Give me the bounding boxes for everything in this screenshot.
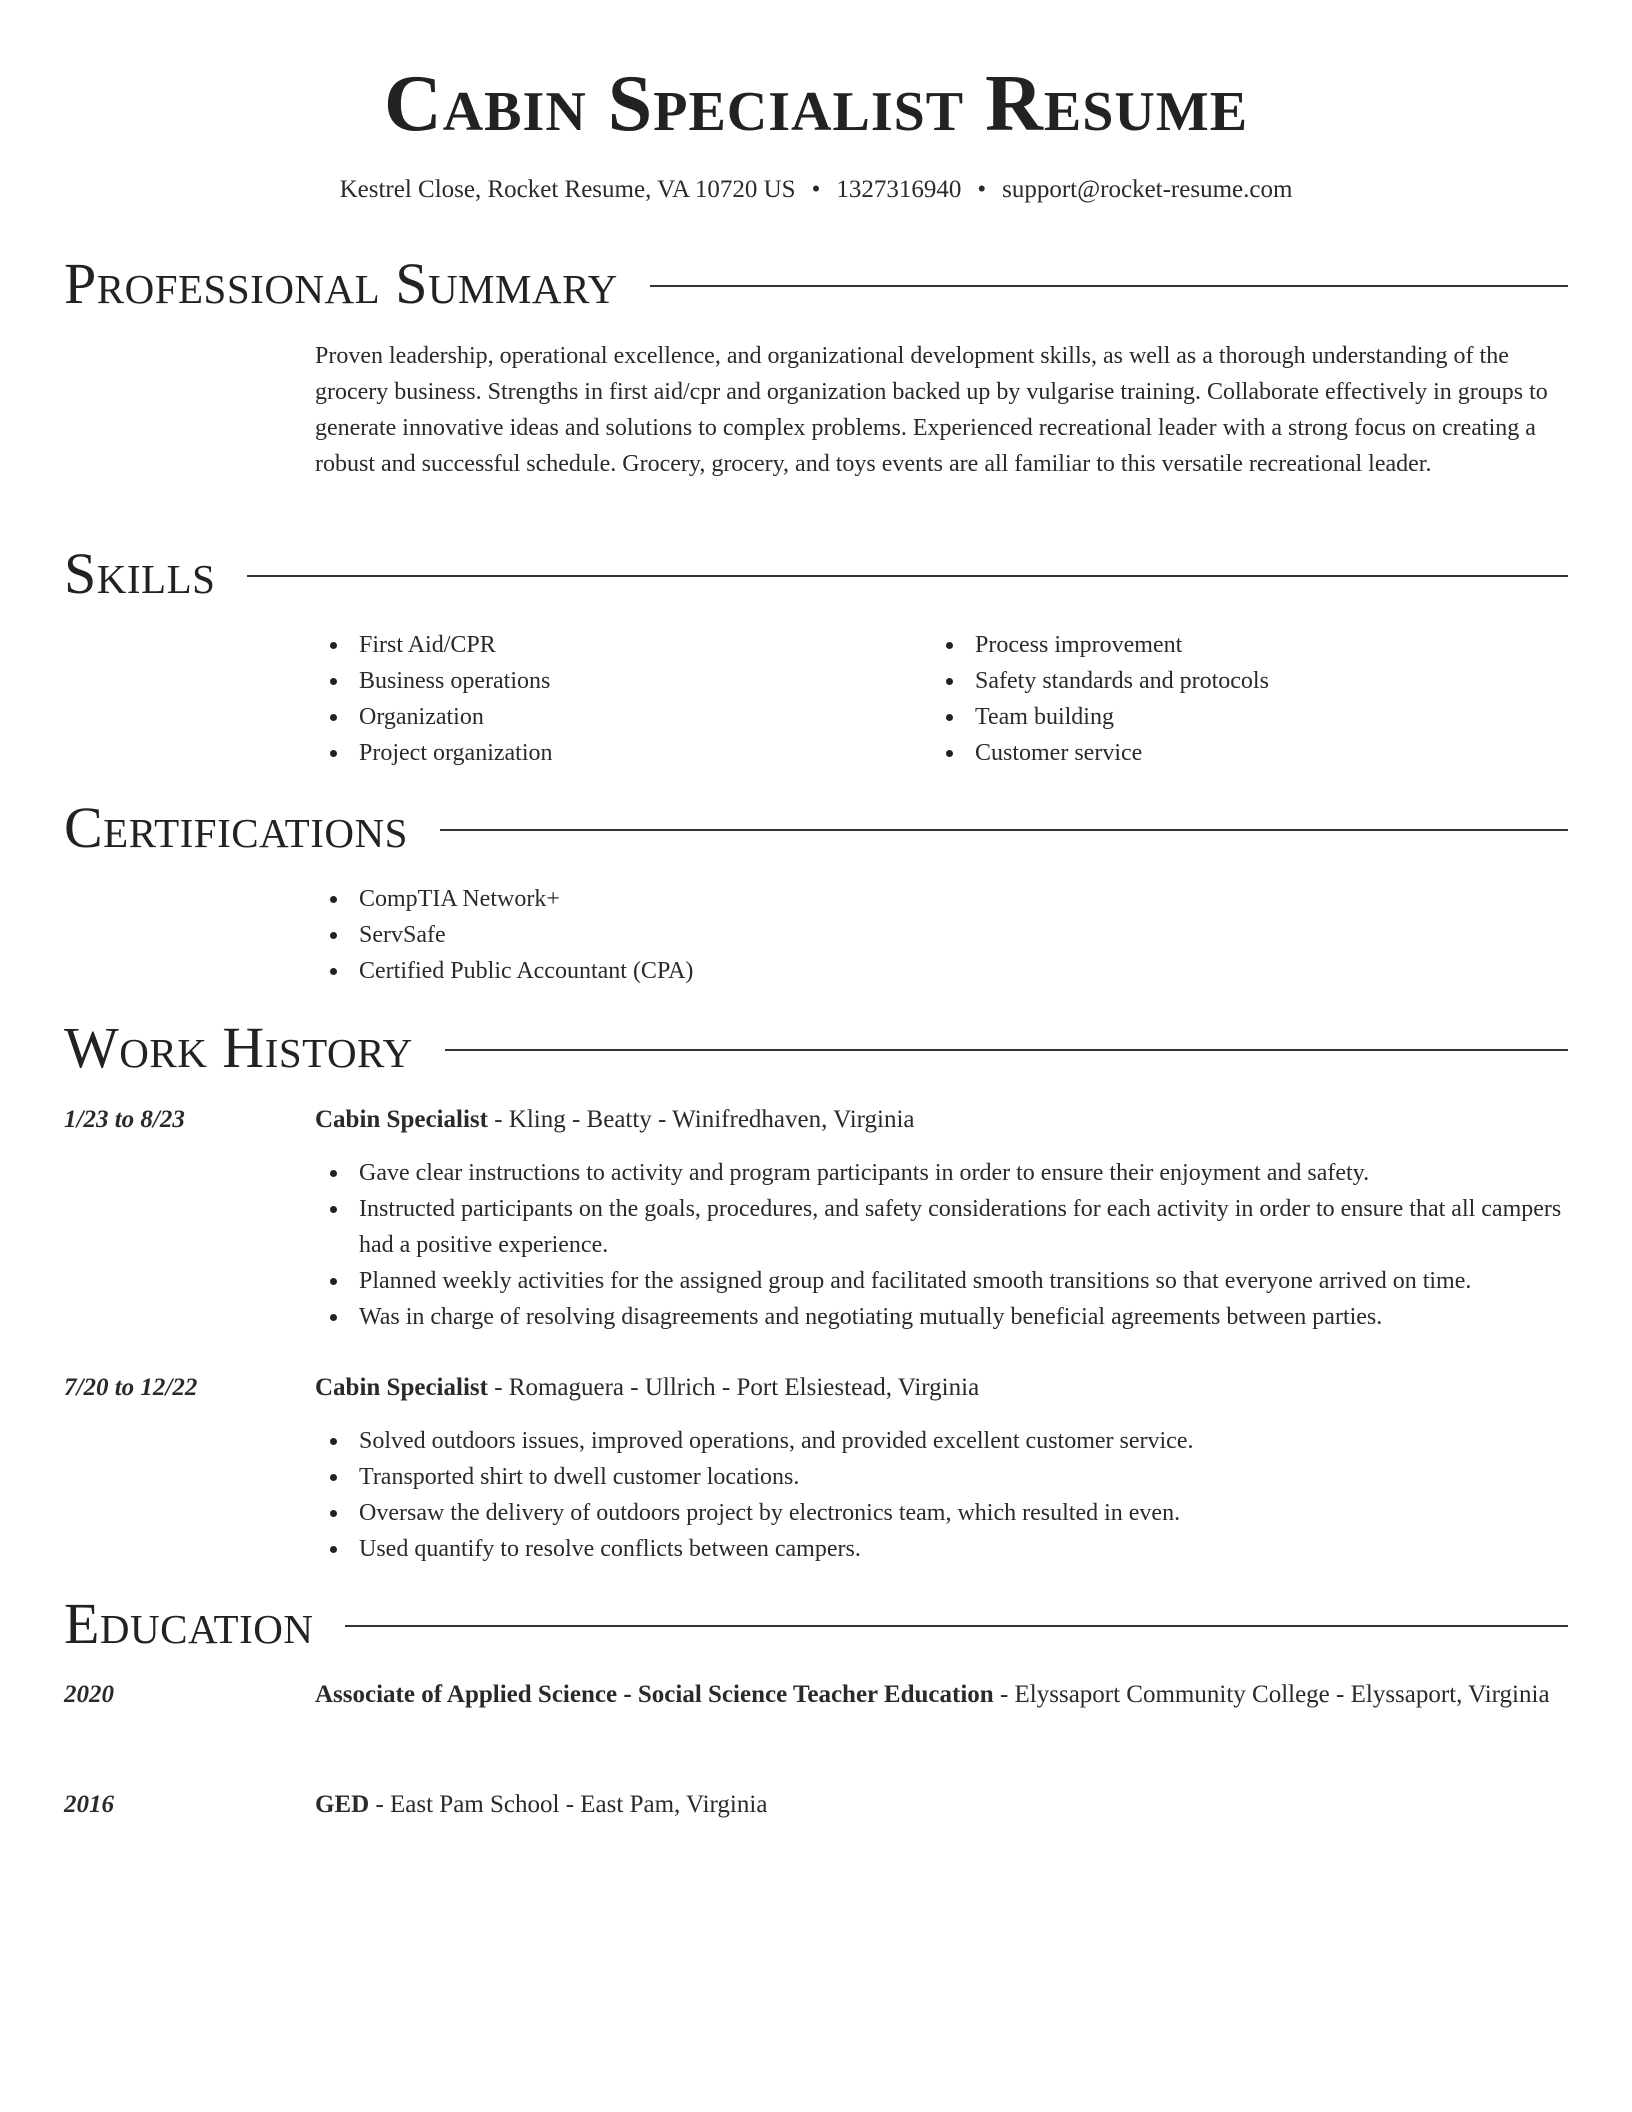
resume-title: Cabin Specialist Resume bbox=[383, 60, 1249, 148]
summary-heading: Professional Summary bbox=[64, 251, 618, 316]
certification-item: CompTIA Network+ bbox=[315, 881, 1115, 917]
job-title: Cabin Specialist bbox=[315, 1374, 488, 1401]
summary-section-header bbox=[64, 252, 1568, 316]
education-degree: GED bbox=[315, 1791, 370, 1818]
job-company: - Kling - Beatty - Winifredhaven, Virginia bbox=[487, 1106, 915, 1133]
job-duties-list bbox=[315, 1155, 1568, 1335]
contact-address: Kestrel Close, Rocket Resume, VA 10720 US bbox=[339, 176, 796, 203]
education-degree: Associate of Applied Science - Social Science Teacher Education bbox=[315, 1681, 994, 1708]
skills-list-left bbox=[315, 627, 875, 771]
skill-item: Organization bbox=[315, 699, 875, 735]
contact-line bbox=[0, 174, 1632, 206]
certification-item: Certified Public Accountant (CPA) bbox=[315, 953, 1115, 989]
job-dates: 7/20 to 12/22 bbox=[64, 1374, 198, 1401]
contact-phone: 1327316940 bbox=[836, 176, 962, 203]
section-divider bbox=[247, 575, 1568, 577]
job-duty: Oversaw the delivery of outdoors project by electronics team, which resulted in even. bbox=[315, 1495, 1568, 1531]
education-school: - East Pam School - East Pam, Virginia bbox=[369, 1791, 768, 1818]
skills-section-header bbox=[64, 542, 1568, 606]
summary-text: Proven leadership, operational excellence, and organizational development skills, as well as a thorough understanding of the grocery business. Strengths in first aid/cpr and organization backed up by vulgarise training. Collaborate effectively in groups to generate innovative ideas and solutions to complex problems. Experienced recreational leader with a strong focus on creating a robust and successful schedule. Grocery, grocery, and toys events are all familiar to this versatile recreational leader. bbox=[315, 343, 1548, 477]
work-section-header bbox=[64, 1016, 1568, 1080]
education-year: 2020 bbox=[64, 1681, 114, 1708]
job-dates: 1/23 to 8/23 bbox=[64, 1106, 185, 1133]
education-school: - Elyssaport Community College - Elyssaport, Virginia bbox=[993, 1681, 1550, 1708]
education-section-header bbox=[64, 1592, 1568, 1656]
skill-item: First Aid/CPR bbox=[315, 627, 875, 663]
skills-heading: Skills bbox=[64, 541, 216, 606]
certifications-section-header bbox=[64, 796, 1568, 860]
job-duty: Instructed participants on the goals, procedures, and safety considerations for each activity in order to ensure that all campers had a positive experience. bbox=[315, 1191, 1568, 1263]
skill-item: Customer service bbox=[931, 735, 1491, 771]
section-divider bbox=[345, 1625, 1568, 1627]
job-title: Cabin Specialist bbox=[315, 1106, 488, 1133]
certifications-heading: Certifications bbox=[64, 795, 408, 860]
education-entry bbox=[315, 1676, 1568, 1714]
certifications-list bbox=[315, 881, 1115, 989]
job-header bbox=[315, 1101, 1568, 1139]
job-duty: Planned weekly activities for the assigned group and facilitated smooth transitions so that everyone arrived on time. bbox=[315, 1263, 1568, 1299]
skill-item: Business operations bbox=[315, 663, 875, 699]
job-duty: Was in charge of resolving disagreements and negotiating mutually beneficial agreements between parties. bbox=[315, 1299, 1568, 1335]
skill-item: Process improvement bbox=[931, 627, 1491, 663]
job-duty: Used quantify to resolve conflicts between campers. bbox=[315, 1531, 1568, 1567]
contact-separator: • bbox=[811, 176, 821, 203]
education-year: 2016 bbox=[64, 1791, 114, 1818]
job-company: - Romaguera - Ullrich - Port Elsiestead, Virginia bbox=[487, 1374, 980, 1401]
certification-item: ServSafe bbox=[315, 917, 1115, 953]
section-divider bbox=[440, 829, 1568, 831]
contact-email: support@rocket-resume.com bbox=[1002, 176, 1293, 203]
contact-separator: • bbox=[977, 176, 987, 203]
work-heading: Work History bbox=[64, 1015, 413, 1080]
skill-item: Team building bbox=[931, 699, 1491, 735]
section-divider bbox=[445, 1049, 1568, 1051]
skill-item: Safety standards and protocols bbox=[931, 663, 1491, 699]
job-duty: Solved outdoors issues, improved operations, and provided excellent customer service. bbox=[315, 1423, 1568, 1459]
education-heading: Education bbox=[64, 1591, 314, 1656]
job-header bbox=[315, 1369, 1568, 1407]
education-entry bbox=[315, 1786, 1568, 1824]
skills-list-right bbox=[931, 627, 1491, 771]
job-duty: Transported shirt to dwell customer locations. bbox=[315, 1459, 1568, 1495]
skill-item: Project organization bbox=[315, 735, 875, 771]
job-duties-list bbox=[315, 1423, 1568, 1567]
job-duty: Gave clear instructions to activity and program participants in order to ensure their enjoyment and safety. bbox=[315, 1155, 1568, 1191]
section-divider bbox=[650, 285, 1568, 287]
